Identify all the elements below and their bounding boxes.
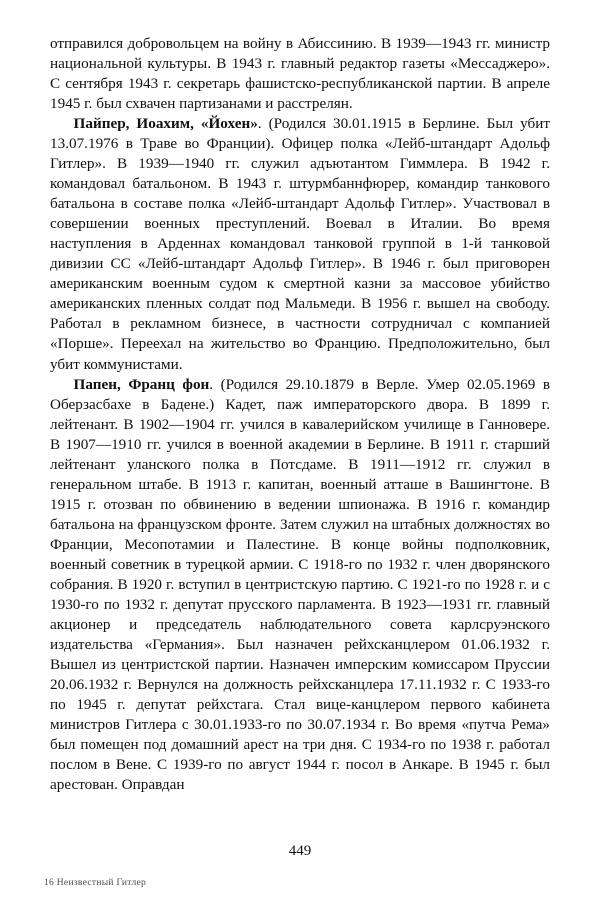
paragraph-entry-peiper <box>50 114 550 374</box>
paragraph-text: . (Родился 30.01.1915 в Берлине. Был убит 13.07.1976 в Траве во Франции). Офицер полка «Лейб-штандарт Адольф Гитлер». В 1939—1940 гг. служил адъютантом Гиммлера. В 1942 г. командовал батальоном. В 1943 г. штурмбаннфюрер, командир танкового батальона в составе полка «Лейб-штандарт Адольф Гитлер». Участвовал в совершении военных преступлений. Воевал в Италии. Во время наступления в Арденнах командовал танковой группой в 1-й танковой дивизии СС «Лейб-штандарт Адольф Гитлер». В 1946 г. был приговорен американским военным судом к смертной казни за массовое убийство американских пленных солдат под Мальмеди. В 1956 г. вышел на свободу. Работал в рекламном бизнесе, в частности сотрудничал с компанией «Порше». Переехал на жительство во Францию. Предположительно, был убит коммунистами. <box>50 115 550 373</box>
paragraph-entry-papen <box>50 375 550 796</box>
entry-name-peiper: Пайпер, Иоахим, «Йохен» <box>73 115 258 133</box>
page-number: 449 <box>288 843 312 859</box>
paragraph-mussolini-tail <box>50 34 550 114</box>
entry-name-papen: Папен, Франц фон <box>73 375 210 393</box>
footer-running-title: 16 Неизвестный Гитлер <box>44 878 147 888</box>
paragraph-text: . (Родился 29.10.1879 в Верле. Умер 02.05.1969 в Оберзасбахе в Бадене.) Кадет, паж императорского двора. В 1899 г. лейтенант. В 1902—1904 гг. учился в кавалерийском училище в Ганновере. В 1907—1910 гг. учился в военной академии в Берлине. В 1911 г. старший лейтенант уланского полка в Потсдаме. В 1911—1912 гг. служил в генеральном штабе. В 1913 г. капитан, военный атташе в Вашингтоне. В 1915 г. отозван по обвинению в ведении шпионажа. В 1916 г. командир батальона на французском фронте. Затем служил на штабных должностях во Франции, Месопотамии и Палестине. В конце войны подполковник, военный советник в турецкой армии. С 1918-го по 1932 г. член дворянского собрания. В 1920 г. вступил в центристскую партию. С 1921-го по 1928 г. и с 1930-го по 1932 г. депутат прусского парламента. В 1923—1931 гг. главный акционер и председатель наблюдательного совета карлсруэнского издательства «Германия». Был назначен рейхсканцлером 01.06.1932 г. Вышел из центристской партии. Назначен имперским комиссаром Пруссии 20.06.1932 г. Вернулся на должность рейхсканцлера 17.11.1932 г. С 1933-го по 1945 г. депутат рейхстага. Стал вице-канцлером первого кабинета министров Гитлера с 30.01.1933-го по 30.07.1934 г. Во время «путча Рема» был помещен под домашний арест на три дня. С 1934-го по 1938 г. работал послом в Вене. С 1939-го по август 1944 г. посол в Анкаре. В 1945 г. был арестован. Оправдан <box>50 375 551 794</box>
page-body <box>50 34 550 795</box>
paragraph-text: отправился добровольцем на войну в Абиссинию. В 1939—1943 гг. министр национальной культуры. В 1943 г. главный редактор газеты «Мессаджеро». С сентября 1943 г. секретарь фашистско-республиканской партии. В апреле 1945 г. был схвачен партизанами и расстрелян. <box>50 35 550 113</box>
